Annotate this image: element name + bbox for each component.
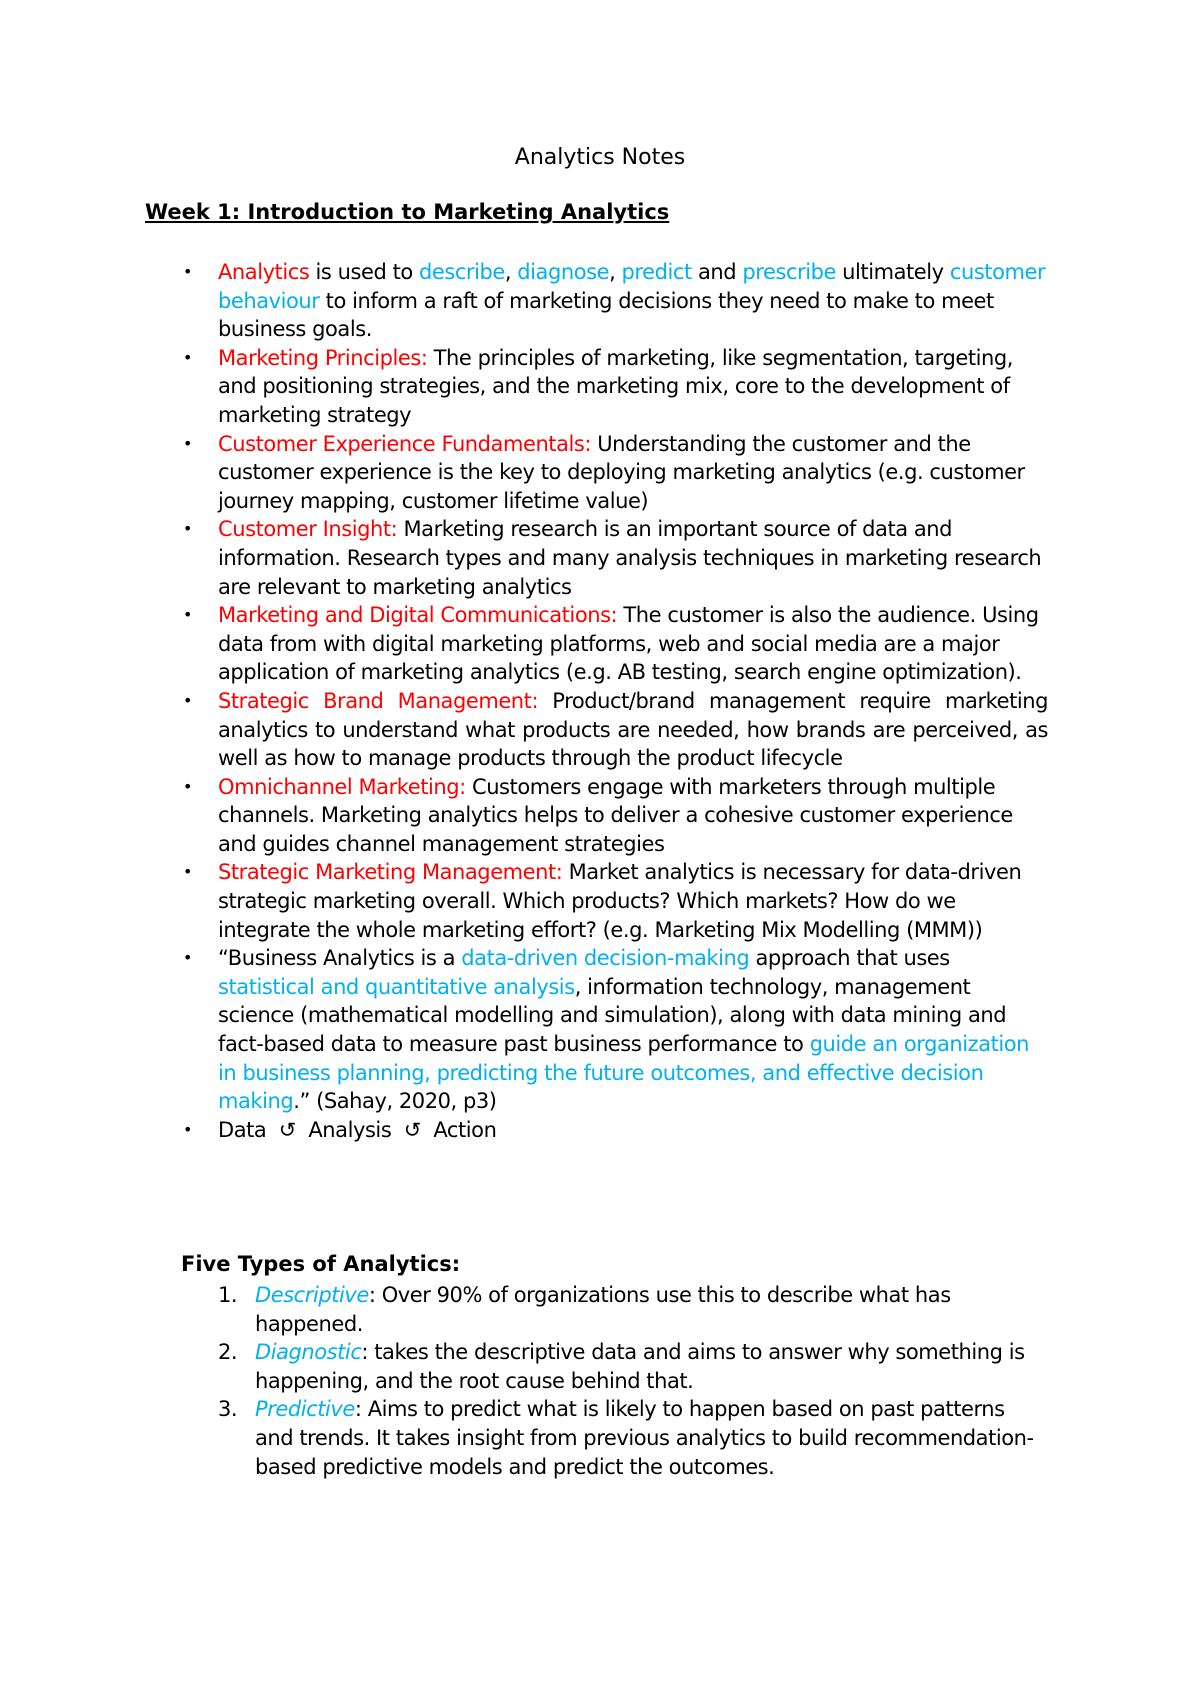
body-text: : Over 90% of organizations use this to describe what has happened.: [255, 1283, 951, 1336]
item-label: Omnichannel Marketing:: [218, 774, 466, 799]
list-item: [0, 687, 1048, 773]
bullet-marker: •: [183, 347, 192, 367]
list-item: [0, 944, 1048, 1116]
bullet-marker: •: [183, 433, 192, 453]
list-item: [0, 515, 1048, 601]
body-text: , information technology, management science (mathematical modelling and simulation), along with data mining and fact-based data to measure past business performance to: [218, 974, 1007, 1057]
list-item: [0, 258, 1048, 344]
body-text: and: [691, 260, 743, 284]
body-text: ultimately: [835, 260, 950, 284]
highlight-blue: prescribe: [742, 260, 836, 284]
body-text: The customer is also the audience. Using data from with digital marketing platforms, web and social media are a major application of marketing analytics (e.g. AB testing, search engine optimization).: [218, 603, 1039, 685]
highlight-blue: guide an organization in business planning, predicting the future outcomes, and effective decision making: [218, 1032, 1030, 1114]
list-item: [0, 1338, 1035, 1395]
body-text: ,: [504, 260, 518, 284]
item-label: Customer Insight:: [218, 517, 398, 542]
type-name: Predictive: [255, 1397, 355, 1422]
five-types-heading: Five Types of Analytics:: [181, 1252, 461, 1276]
highlight-blue: describe: [418, 260, 505, 284]
week-heading: Week 1: Introduction to Marketing Analytics: [145, 200, 670, 224]
body-text: ,: [609, 260, 622, 284]
bullet-list: [0, 258, 1048, 1144]
bullet-marker: •: [183, 862, 192, 882]
item-number: 1.: [218, 1283, 238, 1307]
item-label: Customer Experience Fundamentals:: [218, 431, 592, 456]
page-title: Analytics Notes: [514, 145, 686, 170]
body-text: “Business Analytics is a: [218, 946, 462, 971]
body-text: .” (Sahay, 2020, p3): [293, 1089, 497, 1114]
body-text: Customers engage with marketers through multiple channels. Marketing analytics helps to deliver a cohesive customer experience and guides channel management strategies: [218, 774, 1013, 856]
bullet-marker: •: [183, 690, 192, 710]
highlight-blue: customer behaviour: [218, 260, 1046, 313]
type-name: Descriptive: [255, 1283, 369, 1307]
highlight-blue: predict: [621, 260, 692, 284]
bullet-marker: •: [183, 262, 192, 281]
list-item: [0, 858, 1048, 944]
item-label: Marketing Principles:: [218, 345, 428, 370]
body-text: : Aims to predict what is likely to happen based on past patterns and trends. It takes insight from previous analytics to build recommendation-based predictive models and predict the outcomes.: [255, 1397, 1034, 1479]
bullet-marker: •: [183, 948, 192, 968]
list-item: [0, 773, 1048, 859]
body-text: Marketing research is an important source of data and information. Research types and many analysis techniques in marketing research are relevant to marketing analytics: [218, 517, 1042, 599]
highlight-blue: diagnose: [517, 260, 610, 284]
highlight-blue: statistical and quantitative analysis: [218, 974, 575, 999]
item-number: 3.: [218, 1397, 238, 1422]
bullet-marker: •: [183, 605, 192, 625]
bullet-marker: •: [183, 1119, 192, 1139]
body-text: to inform a raft of marketing decisions they need to make to meet business goals.: [218, 288, 994, 342]
body-text: Understanding the customer and the customer experience is the key to deploying marketing analytics (e.g. customer journey mapping, customer lifetime value): [218, 431, 1025, 513]
types-list: [0, 1281, 1035, 1481]
list-item: [0, 601, 1048, 687]
bullet-marker: •: [183, 776, 192, 796]
item-label: Strategic Brand Management:: [218, 688, 539, 713]
item-label: Strategic Marketing Management:: [218, 860, 563, 885]
list-item: [0, 344, 1048, 430]
type-name: Diagnostic: [255, 1340, 362, 1365]
item-number: 2.: [218, 1340, 238, 1365]
list-item: [0, 1116, 1048, 1145]
bullet-marker: •: [183, 519, 192, 539]
body-text: is used to: [309, 260, 419, 284]
highlight-red: Analytics: [218, 260, 310, 284]
list-item: [0, 1395, 1035, 1481]
body-text: approach that uses: [749, 946, 950, 971]
list-item: [0, 1281, 1035, 1338]
item-label: Marketing and Digital Communications:: [218, 603, 618, 628]
body-text: Product/brand management require marketing analytics to understand what products are needed, how brands are perceived, as well as how to manage products through the product lifecycle: [218, 688, 1049, 771]
body-text: Data ↺ Analysis ↺ Action: [218, 1117, 497, 1142]
highlight-blue: data-driven decision-making: [461, 946, 750, 971]
body-text: Market analytics is necessary for data-driven strategic marketing overall. Which products? Which markets? How do we integrate the whole marketing effort? (e.g. Marketing Mix Modelling (MMM)): [218, 860, 1022, 942]
body-text: : takes the descriptive data and aims to answer why something is happening, and the root cause behind that.: [255, 1340, 1025, 1393]
body-text: The principles of marketing, like segmentation, targeting, and positioning strategies, and the marketing mix, core to the development of marketing strategy: [218, 345, 1013, 427]
list-item: [0, 430, 1048, 516]
